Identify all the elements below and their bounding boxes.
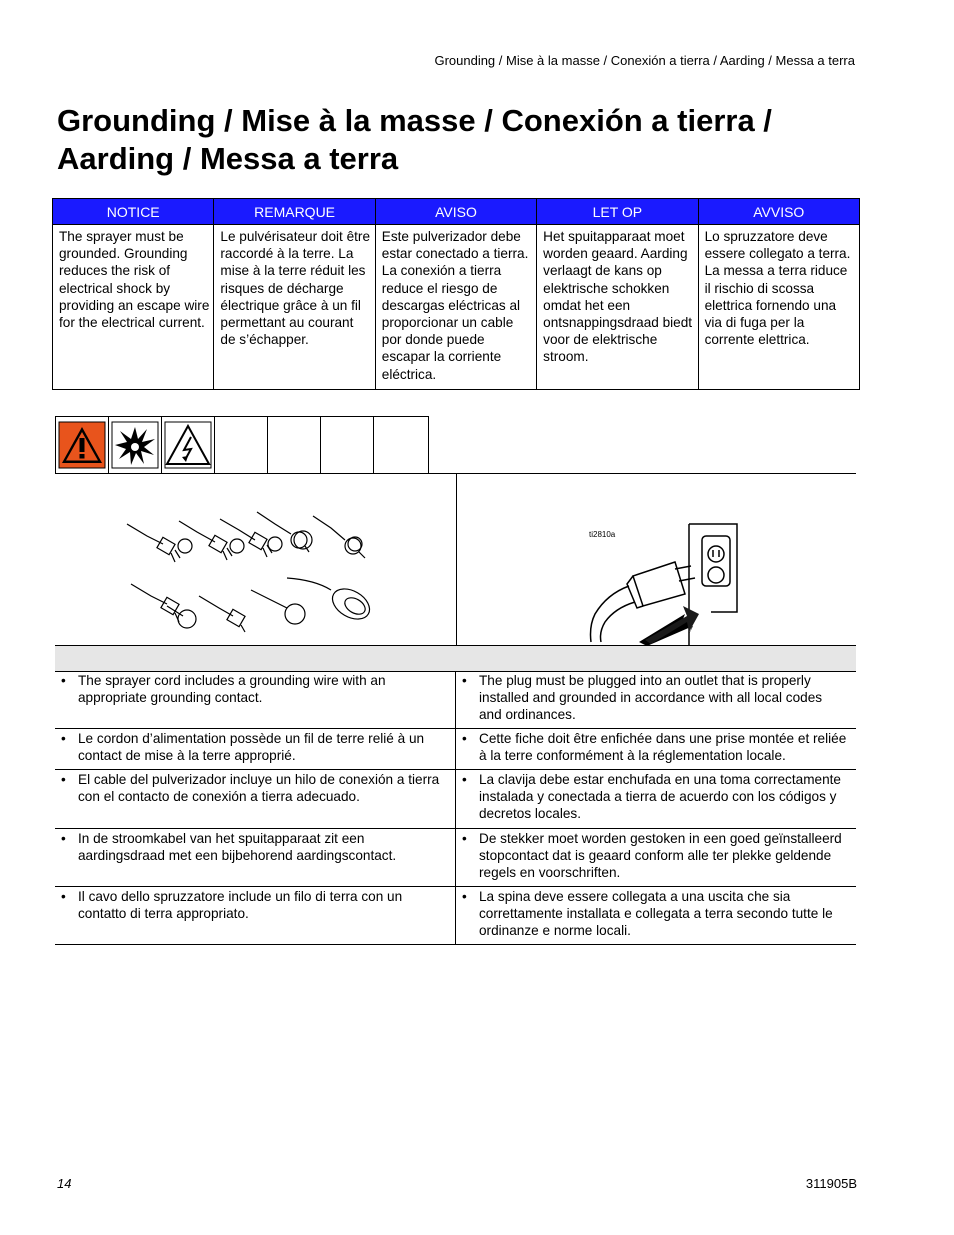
plug-drawing bbox=[257, 512, 309, 552]
notice-text-fr: Le pulvérisateur doit être raccordé à la terre. La mise à la terre réduit les risques de décharge électrique grâce à un fil permettant au courant de s’échapper. bbox=[214, 225, 375, 390]
instruction-right: The plug must be plugged into an outlet that is properly installed and grounded in accordance with all local codes and ordinances. bbox=[479, 673, 823, 723]
plug-drawing bbox=[131, 584, 179, 622]
instruction-left: Il cavo dello spruzzatore include un filo di terra con un contatto di terra appropriato. bbox=[78, 889, 403, 922]
page-title: Grounding / Mise à la masse / Conexión a tierra / Aarding / Messa a terra bbox=[57, 103, 772, 176]
hazard-symbol-strip bbox=[55, 416, 429, 474]
instruction-left: El cable del pulverizador incluye un hilo de conexión a tierra con el contacto de conexión a tierra adecuado. bbox=[78, 772, 440, 805]
plug-drawing bbox=[179, 521, 232, 560]
instruction-row-fr bbox=[55, 729, 856, 770]
instruction-row-nl bbox=[55, 829, 856, 887]
plug-types-illustration bbox=[55, 474, 457, 646]
bullet: • bbox=[462, 772, 467, 787]
instruction-right: De stekker moet worden gestoken in een goed geïnstalleerd stopcontact dat is geaard conform alle ter plekke geldende regels en voorschriften. bbox=[479, 831, 842, 881]
plug-drawing bbox=[220, 519, 272, 557]
bullet: • bbox=[61, 673, 66, 688]
instruction-right: La spina deve essere collegata a una uscita che sia correttamente installata e collegata a terra secondo tutte le ordinanze e norme locali. bbox=[479, 889, 833, 939]
bullet: • bbox=[61, 772, 66, 787]
notice-heading-fr: REMARQUE bbox=[214, 199, 375, 225]
plug-drawing bbox=[199, 596, 245, 632]
empty-symbol-cell bbox=[374, 417, 428, 473]
empty-symbol-cell bbox=[215, 417, 268, 473]
notice-text-en: The sprayer must be grounded. Grounding reduces the risk of electrical shock by providing an escape wire for the electrical current. bbox=[53, 225, 214, 390]
plug-drawing bbox=[167, 606, 196, 628]
notice-heading-nl: LET OP bbox=[537, 199, 698, 225]
running-header: Grounding / Mise à la masse / Conexión a tierra / Aarding / Messa a terra bbox=[434, 53, 855, 68]
page-number: 14 bbox=[57, 1176, 72, 1191]
empty-symbol-cell bbox=[321, 417, 374, 473]
instruction-left: Le cordon d’alimentation possède un fil de terre relié à un contact de mise à la terre approprié. bbox=[78, 731, 425, 764]
figure-reference: ti2810a bbox=[589, 530, 616, 539]
instruction-left: The sprayer cord includes a grounding wire with an appropriate grounding contact. bbox=[78, 673, 386, 706]
notice-body-row bbox=[53, 225, 860, 390]
notice-text-it: Lo spruzzatore deve essere collegato a terra. La messa a terra riduce il rischio di scossa elettrica fornendo una via di fuga per la corrente elettrica. bbox=[698, 225, 859, 390]
instruction-row-es bbox=[55, 770, 856, 829]
bullet: • bbox=[462, 889, 467, 904]
outlet-illustration bbox=[457, 474, 856, 646]
notice-heading-en: NOTICE bbox=[53, 199, 214, 225]
notice-heading-it: AVVISO bbox=[698, 199, 859, 225]
bullet: • bbox=[61, 831, 66, 846]
electric-shock-icon bbox=[162, 417, 215, 473]
instruction-left: In de stroomkabel van het spuitapparaat zit een aardingsdraad met een bijbehorend aardingscontact. bbox=[78, 831, 397, 864]
instruction-right: Cette fiche doit être enfichée dans une prise montée et reliée à la terre conformément à la réglementation locale. bbox=[479, 731, 847, 764]
plug-drawing bbox=[127, 524, 180, 562]
explosion-icon bbox=[109, 417, 162, 473]
instruction-row-it bbox=[55, 887, 856, 945]
instruction-row-en bbox=[55, 671, 856, 729]
section-divider-bar bbox=[55, 645, 856, 672]
bullet: • bbox=[462, 831, 467, 846]
bullet: • bbox=[61, 731, 66, 746]
instruction-right: La clavija debe estar enchufada en una toma correctamente instalada y conectada a tierra de acuerdo con los códigos y decretos locales. bbox=[479, 772, 841, 822]
bullet: • bbox=[462, 673, 467, 688]
notice-heading-es: AVISO bbox=[375, 199, 536, 225]
warning-triangle-icon bbox=[56, 417, 109, 473]
instructions-table bbox=[55, 671, 856, 945]
notice-header-row bbox=[53, 199, 860, 225]
bullet: • bbox=[61, 889, 66, 904]
notice-text-nl: Het spuitapparaat moet worden geaard. Aarding verlaagt de kans op elektrische schokken omdat het een ontsnappingsdraad biedt voor de elektrische stroom. bbox=[537, 225, 698, 390]
bullet: • bbox=[462, 731, 467, 746]
notice-table bbox=[52, 198, 860, 390]
document-number: 311905B bbox=[805, 1176, 857, 1191]
plug-drawing bbox=[287, 578, 375, 625]
figure-row bbox=[55, 473, 856, 646]
notice-text-es: Este pulverizador debe estar conectado a tierra. La conexión a tierra reduce el riesgo de descargas eléctricas al proporcionar un cable por donde puede escapar la corriente eléctrica. bbox=[375, 225, 536, 390]
empty-symbol-cell bbox=[268, 417, 321, 473]
plug-drawing bbox=[251, 590, 305, 624]
